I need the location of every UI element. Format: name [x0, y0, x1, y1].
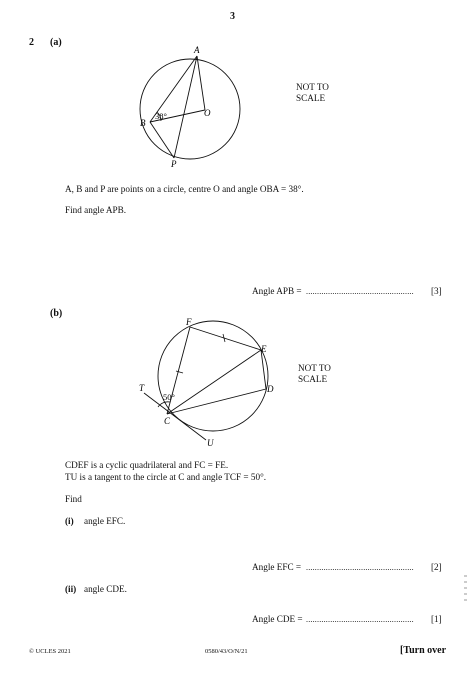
chord-ap [174, 56, 197, 158]
side-ed [261, 350, 266, 389]
point-label-c: C [164, 416, 171, 426]
footer-paper-code: 0580/43/O/N/21 [205, 648, 248, 655]
part-b-label: (b) [50, 308, 63, 319]
circle-diagram-a [130, 42, 250, 172]
note-line1-a: NOT TO [296, 82, 329, 92]
marks-b-ii: [1] [431, 614, 442, 624]
answer-label-efc: Angle EFC = [252, 562, 302, 572]
margin-marks [463, 573, 469, 607]
sub-ii-text: angle CDE. [84, 584, 127, 594]
radius-oa [197, 56, 205, 110]
point-label-e: E [261, 344, 267, 354]
marks-a: [3] [431, 286, 442, 296]
point-label-a: A [194, 45, 200, 55]
part-a-label: (a) [50, 37, 62, 48]
part-b-statement-line1: CDEF is a cyclic quadrilateral and FC = FE. [65, 460, 229, 470]
marks-b-i: [2] [431, 562, 442, 572]
side-fe [190, 327, 261, 350]
answer-label-apb: Angle APB = [252, 286, 302, 296]
page-number: 3 [230, 11, 235, 22]
angle-label-50: 50° [163, 392, 175, 402]
not-to-scale-note-b [298, 363, 331, 385]
angle-label-38: 38° [155, 111, 167, 121]
chord-bp [150, 122, 174, 158]
point-label-p: P [171, 159, 177, 169]
point-label-t: T [139, 383, 145, 393]
note-line2-b: SCALE [298, 374, 328, 384]
part-b-statement-line2: TU is a tangent to the circle at C and angle TCF = 50°. [65, 472, 267, 482]
part-a-instruction: Find angle APB. [65, 205, 127, 215]
tangent-tu [144, 393, 206, 440]
point-label-u: U [207, 438, 214, 448]
point-label-f: F [186, 317, 192, 327]
angle-arc-tcf [158, 402, 170, 407]
circle-diagram-b [130, 310, 280, 450]
side-dc [167, 389, 266, 414]
circle-b [158, 321, 268, 431]
answer-line-cde[interactable]: ................................................. [306, 615, 414, 624]
sub-i-label: (i) [65, 516, 74, 526]
answer-line-efc[interactable]: ................................................. [306, 563, 414, 572]
point-label-o: O [204, 108, 211, 118]
circle-a [140, 59, 240, 159]
tick-fc [176, 371, 183, 373]
sub-i-text: angle EFC. [84, 516, 126, 526]
note-line2-a: SCALE [296, 93, 326, 103]
answer-label-cde: Angle CDE = [252, 614, 303, 624]
question-number: 2 [29, 37, 34, 48]
point-label-d: D [267, 384, 274, 394]
point-label-b: B [140, 118, 146, 128]
answer-line-apb[interactable]: ................................................. [306, 287, 414, 296]
footer-copyright: © UCLES 2021 [29, 648, 71, 655]
part-a-statement: A, B and P are points on a circle, centre O and angle OBA = 38°. [65, 184, 304, 194]
not-to-scale-note-a [296, 82, 329, 104]
turn-over: [Turn over [400, 645, 447, 656]
sub-ii-label: (ii) [65, 584, 77, 594]
note-line1-b: NOT TO [298, 363, 331, 373]
part-b-instruction: Find [65, 494, 82, 504]
